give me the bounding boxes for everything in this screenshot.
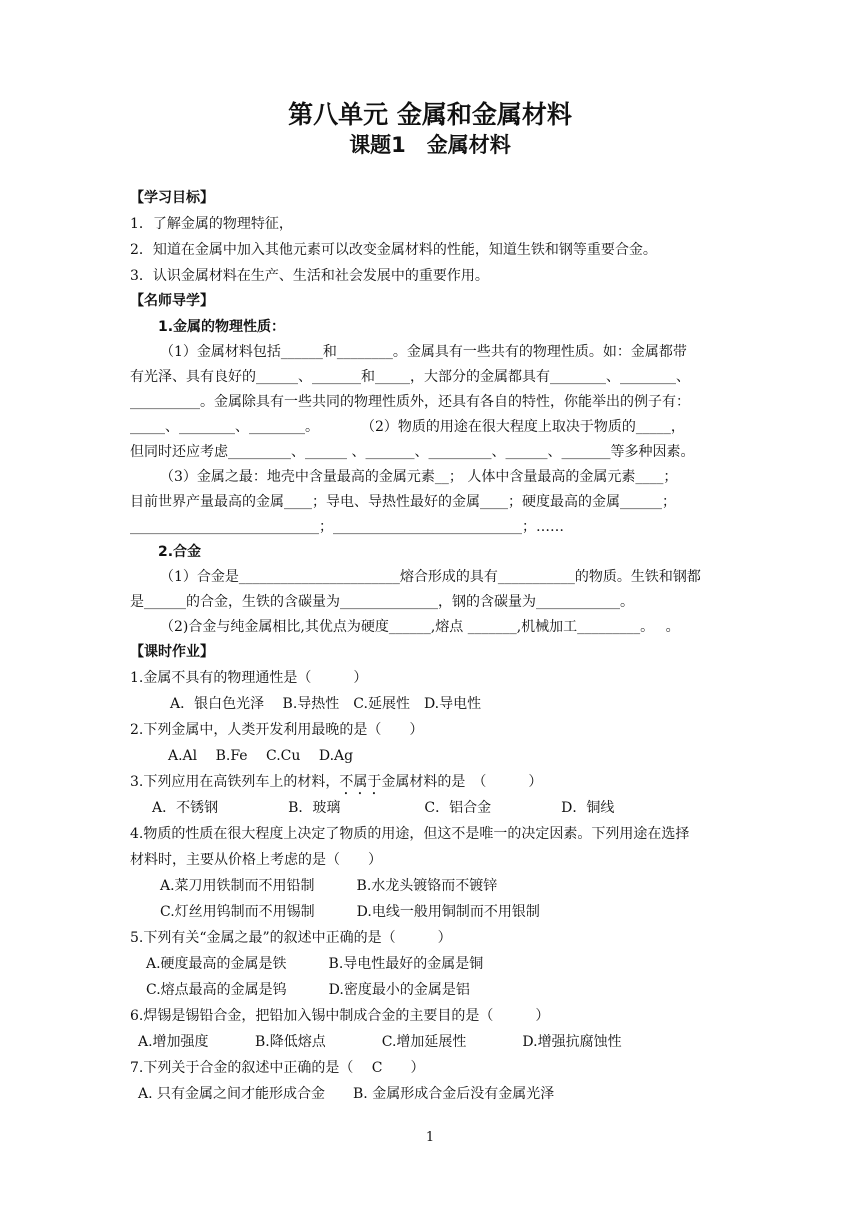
objective-item: 1．了解金属的物理特征， — [130, 216, 293, 232]
question-stem: 材料时，主要从价格上考虑的是（ ） — [130, 852, 382, 868]
paragraph-line: （3）金属之最：地壳中含量最高的金属元素__； 人体中含量最高的金属元素____； — [160, 469, 678, 485]
section-title: 2.合金 — [158, 544, 202, 560]
question-stem: 2.下列金属中，人类开发利用最晚的是（ ） — [130, 722, 424, 738]
emphasis-text: 不属于 — [339, 774, 382, 790]
question-stem-text: 金属材料的是 （ ） — [381, 774, 543, 790]
question-options: A.增加强度 B.降低熔点 C.增加延展性 D.增强抗腐蚀性 — [138, 1034, 622, 1050]
section-title: 1.金属的物理性质： — [158, 319, 286, 335]
question-stem-text: 3.下列应用在高铁列车上的材料， — [130, 774, 340, 790]
guide-heading: 【名师导学】 — [130, 293, 214, 309]
question-options: A.Al B.Fe C.Cu D.Ag — [168, 748, 354, 764]
paragraph-line: 是______的合金，生铁的含碳量为______________，钢的含碳量为____________。 — [130, 594, 634, 610]
paragraph-line: 有光泽、具有良好的______、_______和_____，大部分的金属都具有________、________、 — [130, 369, 690, 385]
paragraph-line: ___________________________；___________________________；…… — [130, 519, 564, 535]
question-options: A.菜刀用铁制而不用铅制 B.水龙头镀铬而不镀锌 — [160, 878, 498, 894]
question-options: A．银白色光泽 B.导热性 C.延展性 D.导电性 — [170, 696, 482, 712]
paragraph-line: （1）合金是_______________________熔合形成的具有___________的物质。生铁和钢都 — [160, 569, 701, 585]
paragraph-line: 但同时还应考虑_________、______ 、_______、_________、______、_______等多种因素。 — [130, 444, 695, 460]
paragraph-line: 目前世界产量最高的金属____；导电、导热性最好的金属____；硬度最高的金属______； — [130, 494, 676, 510]
page-title: 第八单元 金属和金属材料 — [288, 100, 572, 129]
question-stem: 6.焊锡是锡铅合金，把铅加入锡中制成合金的主要目的是（ ） — [130, 1008, 550, 1024]
objective-item: 2．知道在金属中加入其他元素可以改变金属材料的性能，知道生铁和钢等重要合金。 — [130, 242, 657, 258]
objectives-heading: 【学习目标】 — [130, 190, 214, 206]
question-options: C.熔点最高的金属是钨 D.密度最小的金属是铝 — [146, 982, 470, 998]
question-stem: 1.金属不具有的物理通性是（ ） — [130, 670, 368, 686]
question-stem: 4.物质的性质在很大程度上决定了物质的用途，但这不是唯一的决定因素。下列用途在选择 — [130, 826, 690, 842]
question-options: A. 只有金属之间才能形成合金 B. 金属形成合金后没有金属光泽 — [138, 1086, 555, 1102]
objective-item: 3．认识金属材料在生产、生活和社会发展中的重要作用。 — [130, 268, 489, 284]
page-number: 1 — [425, 1130, 435, 1145]
question-options: A．不锈钢 B．玻璃 C．铝合金 D．铜线 — [152, 800, 615, 816]
question-options: C.灯丝用钨制而不用锡制 D.电线一般用铜制而不用银制 — [160, 904, 540, 920]
homework-heading: 【课时作业】 — [130, 644, 214, 660]
paragraph-line: （2)合金与纯金属相比,其优点为硬度______,熔点 _______,机械加工_________。 。 — [160, 619, 680, 635]
paragraph-line: __________。金属除具有一些共同的物理性质外，还具有各自的特性，你能举出的例子有： — [130, 394, 690, 410]
page-subtitle: 课题1 金属材料 — [349, 133, 511, 157]
question-stem: 7.下列关于合金的叙述中正确的是（ C ） — [130, 1060, 425, 1076]
paragraph-line: _____、________、________。 （2）物质的用途在很大程度上取决于物质的_____， — [130, 419, 685, 435]
question-options: A.硬度最高的金属是铁 B.导电性最好的金属是铜 — [146, 956, 484, 972]
question-stem: 5.下列有关“金属之最”的叙述中正确的是（ ） — [130, 930, 452, 946]
question-stem — [130, 772, 542, 798]
paragraph-line: （1）金属材料包括______和________。金属具有一些共有的物理性质。如：金属都带 — [160, 344, 687, 360]
